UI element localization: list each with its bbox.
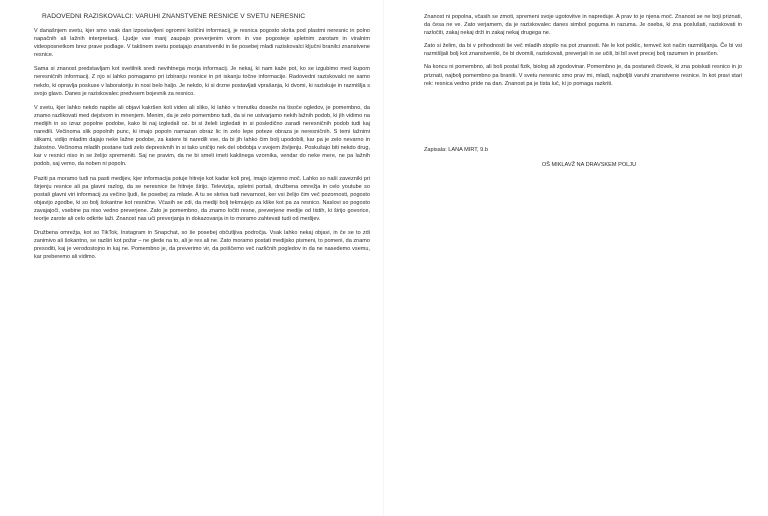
- paragraph: V svetu, kjer lahko nekdo napiše ali objavi kakršen koli video ali sliko, ki lahko v trenutku doseže na tisoče ogledov, je pomembno, da znamo razlikovati med dejstvom in mnenjem. Menim, da je zelo pomembno tudi, da si ne ustvarjamo nekih lažnih podob, ki jih vidimo na medijih in so izraz popolne podobe, kako bi naj izgledali oz. bi si želeli izgledati in si posledično zaradi neresničnih podob tudi kaj naredili. Večinoma slik popolnih punc, ki imajo popoln namazan obraz lic in zelo lepe poteze obraza je neresničnih. S temi lažnimi slikami, vidijo mladim dajajo neke lažne podobe, za katere bi naredili vse, da bi jih lahko čim bolj upodobili, kar pa je zelo nevarno in žalostno. Večinoma mladih postane tudi zelo depresivnih in si tako uničijo nek del obdobja v svojem življenju. Poskušajo biti nekdo drug, kar v resnici niso in se želijo spremeniti. Saj ne pravim, da ne bi smeli imeti kakšnega vzornika, vendar do neke mere, ne pa lažnih podob, saj vemo, da noben ni popoln.: [34, 104, 370, 168]
- right-page: [384, 0, 768, 516]
- paragraph: Na koncu ni pomembno, ali boš postal fizik, biolog ali zgodovinar. Pomembno je, da postaneš človek, ki zna poiskati resnico in jo priznati, najbolj pomembno pa braniti. V svetu neresnic smo prav mi, mladi, najboljši varuhi znanstvene resnice. In kot pravi stari rek: resnica vedno pride na dan. Znanost pa je tista luč, ki jo pomaga razkriti.: [424, 64, 742, 87]
- paragraph: Sama si znanost predstavljam kot svetilnik sredi nevihtnega morja informacij. Je nekaj, ki nam kaže pot, ko se izgubimo med kupom neresničnih informacij. Z njo si lahko pomagamo pri izbiranju resnice in pri iskanju točne informacije. Radovedni raziskovalci ne samo nekdo, ki opravlja poskuse v laboratoriju in nosi belo haljo. Je nekdo, ki si drzne postavljati vprašanja, ki dvomi, ki raziskuje in razmišlja s svojo glavo. Danes je raziskovalec predvsem bojevnik za resnico.: [34, 66, 370, 97]
- paragraph: Paziti pa moramo tudi na pasti medijev, kjer informacija potuje hitreje kot kadar koli prej, imajo izjemno moč. Lahko so naši zavezniki pri širjenju resnice ali pa glavni razlog, da se neresnice še hitreje širijo. Televizija, spletni portali, družbena omrežja in celo youtube so postali glavni viri informacij za večino ljudi, še posebej za mlade. A tu se skriva tudi nevarnost, ker vsi želijo čim več pozornosti, pogosto objavijo zgodbe, ki so bolj šokantne kot resnične. Včasih se zdi, da mediji bolj tekmujejo za klike kot pa za resnico. Naslovi so pogosto zavajajoči, vsebine pa niso vedno preverjene. Zato je pomembno, da znamo ločiti resne, preverjene medije od tistih, ki širijo govorice, teorije zarote ali celo odkrite laži. Znanost nas uči preverjanja in dokazovanja in to moramo zahtevati tudi od medijev.: [34, 175, 370, 222]
- paragraph: Družbena omrežja, kot so TikTok, Instagram in Snapchat, so še posebej občutljiva področja. Vsak lahko nekaj objavi, in če se to zdi zanimivo ali šokantno, se razširi kot požar – ne glede na to, ali je res ali ne. Zato moramo postati medijsko pismeni, to pomeni, da znamo presoditi, kaj je verodostojno in kaj ne. Pomembno je, da preverimo vir, da poiščemo več različnih pogledov in da ne nasedemo vsemu, kar preberemo ali vidimo.: [34, 230, 370, 261]
- paragraph: Znanost ni popolna, včasih se zmoti, spremeni svoje ugotovitve in napreduje. A prav to je njena moč. Znanost se ne boji priznati, da česa ne ve. Zato verjamem, da je raziskovalec danes simbol poguma in razuma. Je oseba, ki zna poslušati, raziskovati in razločiti, zakaj nekaj drži in zakaj nekaj drugega ne.: [424, 14, 742, 37]
- paragraph: V današnjem svetu, kjer smo vsak dan izpostavljeni ogromni količini informacij, je resnica pogosto skrita pod plastmi neresnic in polno napačnih ali lažnih interpretacij. Ljudje vse manj zaupajo preverjenim virom in vse pogosteje spletnim zarotam in viralnim videoposnetkom brez prave podlage. V takšnem svetu postajajo znanstveniki in še posebej mladi raziskovalci ključni branilci znanstvene resnice.: [34, 28, 370, 59]
- author-signature: Zapisala: LANA MIRT, 9.b: [424, 146, 488, 153]
- school-name: OŠ MIKLAVŽ NA DRAVSKEM POLJU: [541, 161, 637, 168]
- paragraph: Zato si želim, da bi v prihodnosti še več mladih stopilo na pot znanosti. Ne le kot poklic, temveč kot način razmišljanja. Če bi vsi razmišljali bolj kot znanstveniki, če bi dvomili, raziskovali, preverjali in se učili, bi bil svet precej bolj razumen in pravičen.: [424, 43, 742, 58]
- article-title: RADOVEDNI RAZISKOVALCI: VARUHI ZNANSTVENE RESNICE V SVETU NERESNIC: [42, 13, 306, 20]
